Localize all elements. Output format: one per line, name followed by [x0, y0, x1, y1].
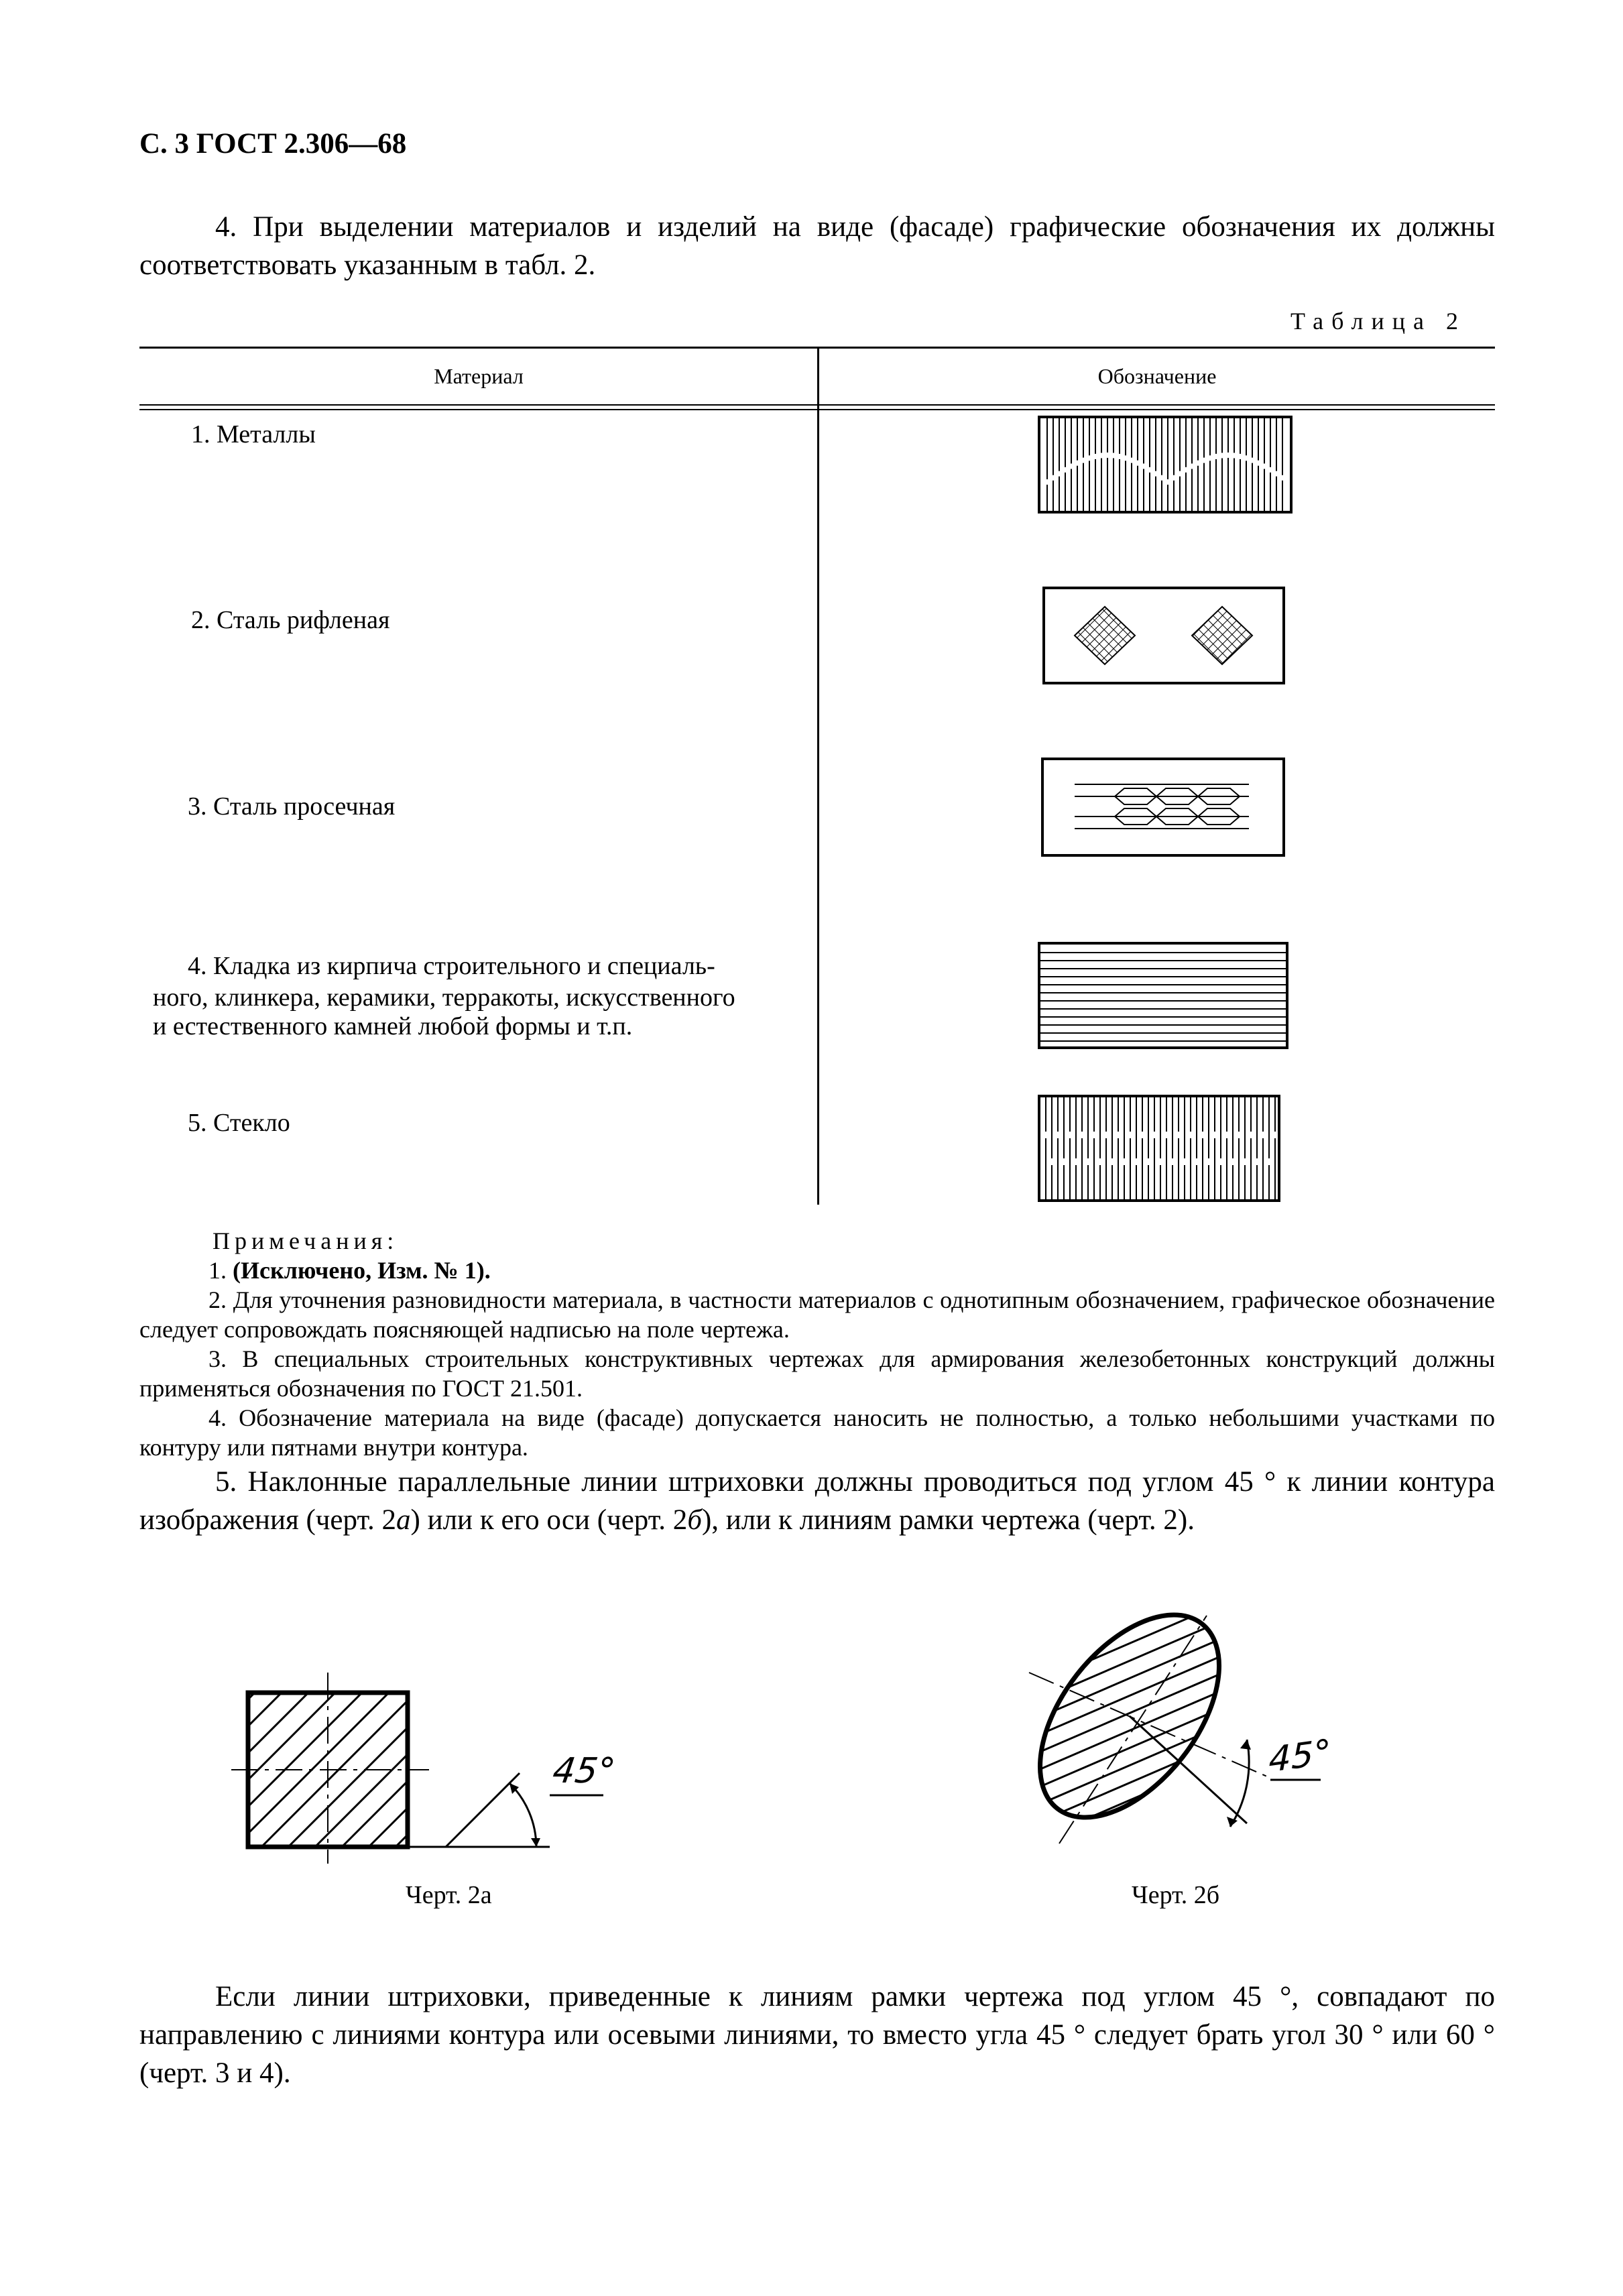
hatch-line — [1006, 1602, 1287, 1668]
hatch-line — [1006, 1602, 1287, 1685]
paragraph-final: Если линии штриховки, приведенные к линиям рамки чертежа под углом 45 °, совпадают по направлению с линиями контура или осевыми линиями, то вместо угла 45 ° следует брать угол 30 ° или 60 ° (черт. 3 и 4). — [139, 1981, 1495, 2089]
hatch-line — [221, 1686, 261, 1847]
notes-title: Примечания: — [213, 1227, 399, 1254]
p5-part-4: б — [687, 1504, 702, 1536]
hatch-line — [1006, 1645, 1287, 1772]
note-2: 2. Для уточнения разновидности материала, в частности материалов с однотипным обозначением, графическое обозначение следует сопровождать поясняющей надписью на поле чертежа. — [139, 1286, 1495, 1343]
table-column-divider — [817, 347, 819, 1205]
fig2b-angle-label: 45° — [1268, 1732, 1331, 1781]
material-row-5: 5. Стекло — [188, 1109, 290, 1137]
note-1 — [139, 1256, 1495, 1285]
brick-masonry-icon — [1038, 942, 1288, 1049]
note-1-number: 1. — [208, 1257, 233, 1284]
note-4: 4. Обозначение материала на виде (фасаде) допускается наносить не полностью, а только небольшими участками по контуру или пятнами внутри контура. — [139, 1404, 1495, 1461]
hatch-line — [261, 1686, 422, 1847]
material-row-2: 2. Сталь рифленая — [191, 606, 390, 634]
hatch-line — [221, 1686, 235, 1847]
figure-2b — [1006, 1602, 1354, 1857]
material-row-3: 3. Сталь просечная — [188, 792, 396, 821]
hatch-line — [1006, 1602, 1287, 1633]
p5-part-3: ) или к его оси (черт. 2 — [410, 1504, 688, 1536]
paragraph-5 — [139, 1463, 1495, 1539]
column-header-material: Материал — [434, 364, 524, 388]
material-row-4-line-1: 4. Кладка из кирпича строительного и специаль- — [188, 952, 715, 980]
hatch-line — [1006, 1628, 1287, 1755]
column-header-designation: Обозначение — [1097, 364, 1217, 388]
hatch-line — [221, 1686, 369, 1847]
hatch-line — [221, 1686, 315, 1847]
hatch-line — [315, 1686, 476, 1847]
hatch-line — [1006, 1602, 1287, 1650]
material-row-4-line-3: и естественного камней любой формы и т.п. — [153, 1012, 633, 1040]
notes-block — [139, 1256, 1495, 1462]
table-caption: Таблица 2 — [1290, 308, 1466, 335]
hatch-line — [1006, 1697, 1287, 1825]
hatch-line — [221, 1686, 288, 1847]
glass-icon — [1038, 1095, 1280, 1202]
fig2a-caption: Черт. 2а — [406, 1881, 492, 1909]
expanded-steel-icon — [1041, 758, 1285, 857]
hatch-line — [1006, 1767, 1287, 1857]
hatch-line — [235, 1686, 396, 1847]
hatch-line — [221, 1686, 342, 1847]
note-1-text: (Исключено, Изм. № 1). — [233, 1257, 491, 1284]
material-row-4-line-2: ного, клинкера, керамики, терракоты, искусственного — [153, 983, 735, 1012]
paragraph-4: 4. При выделении материалов и изделий на виде (фасаде) графические обозначения их должны соответствовать указанным в табл. 2. — [139, 211, 1495, 281]
hatch-line — [342, 1686, 503, 1847]
hatch-line — [1006, 1715, 1287, 1842]
hatch-line — [1006, 1610, 1287, 1738]
fig2b-caption: Черт. 2б — [1132, 1881, 1220, 1909]
p5-part-2: а — [396, 1504, 411, 1536]
hatch-line — [288, 1686, 449, 1847]
material-row-1: 1. Металлы — [191, 420, 316, 448]
hatch-line — [369, 1686, 530, 1847]
page-header: С. 3 ГОСТ 2.306—68 — [139, 128, 407, 160]
note-3: 3. В специальных строительных конструктивных чертежах для армирования железобетонных конструкций должны применяться обозначения по ГОСТ 21.501. — [139, 1345, 1495, 1402]
corrugated-steel-icon — [1042, 587, 1285, 684]
fig2a-angle-label: 45° — [550, 1751, 618, 1791]
p5-part-1: 5. Наклонные параллельные линии штриховки должны проводиться под углом 45 ° к линии контура изображения (черт. 2 — [139, 1466, 1495, 1536]
hatch-line — [1006, 1802, 1287, 1857]
p5-part-5: ), или к линиям рамки чертежа (черт. 2). — [701, 1504, 1195, 1536]
metal-hatch-icon — [1038, 416, 1293, 513]
material-row-4 — [188, 951, 715, 982]
hatch-line — [1006, 1602, 1287, 1616]
